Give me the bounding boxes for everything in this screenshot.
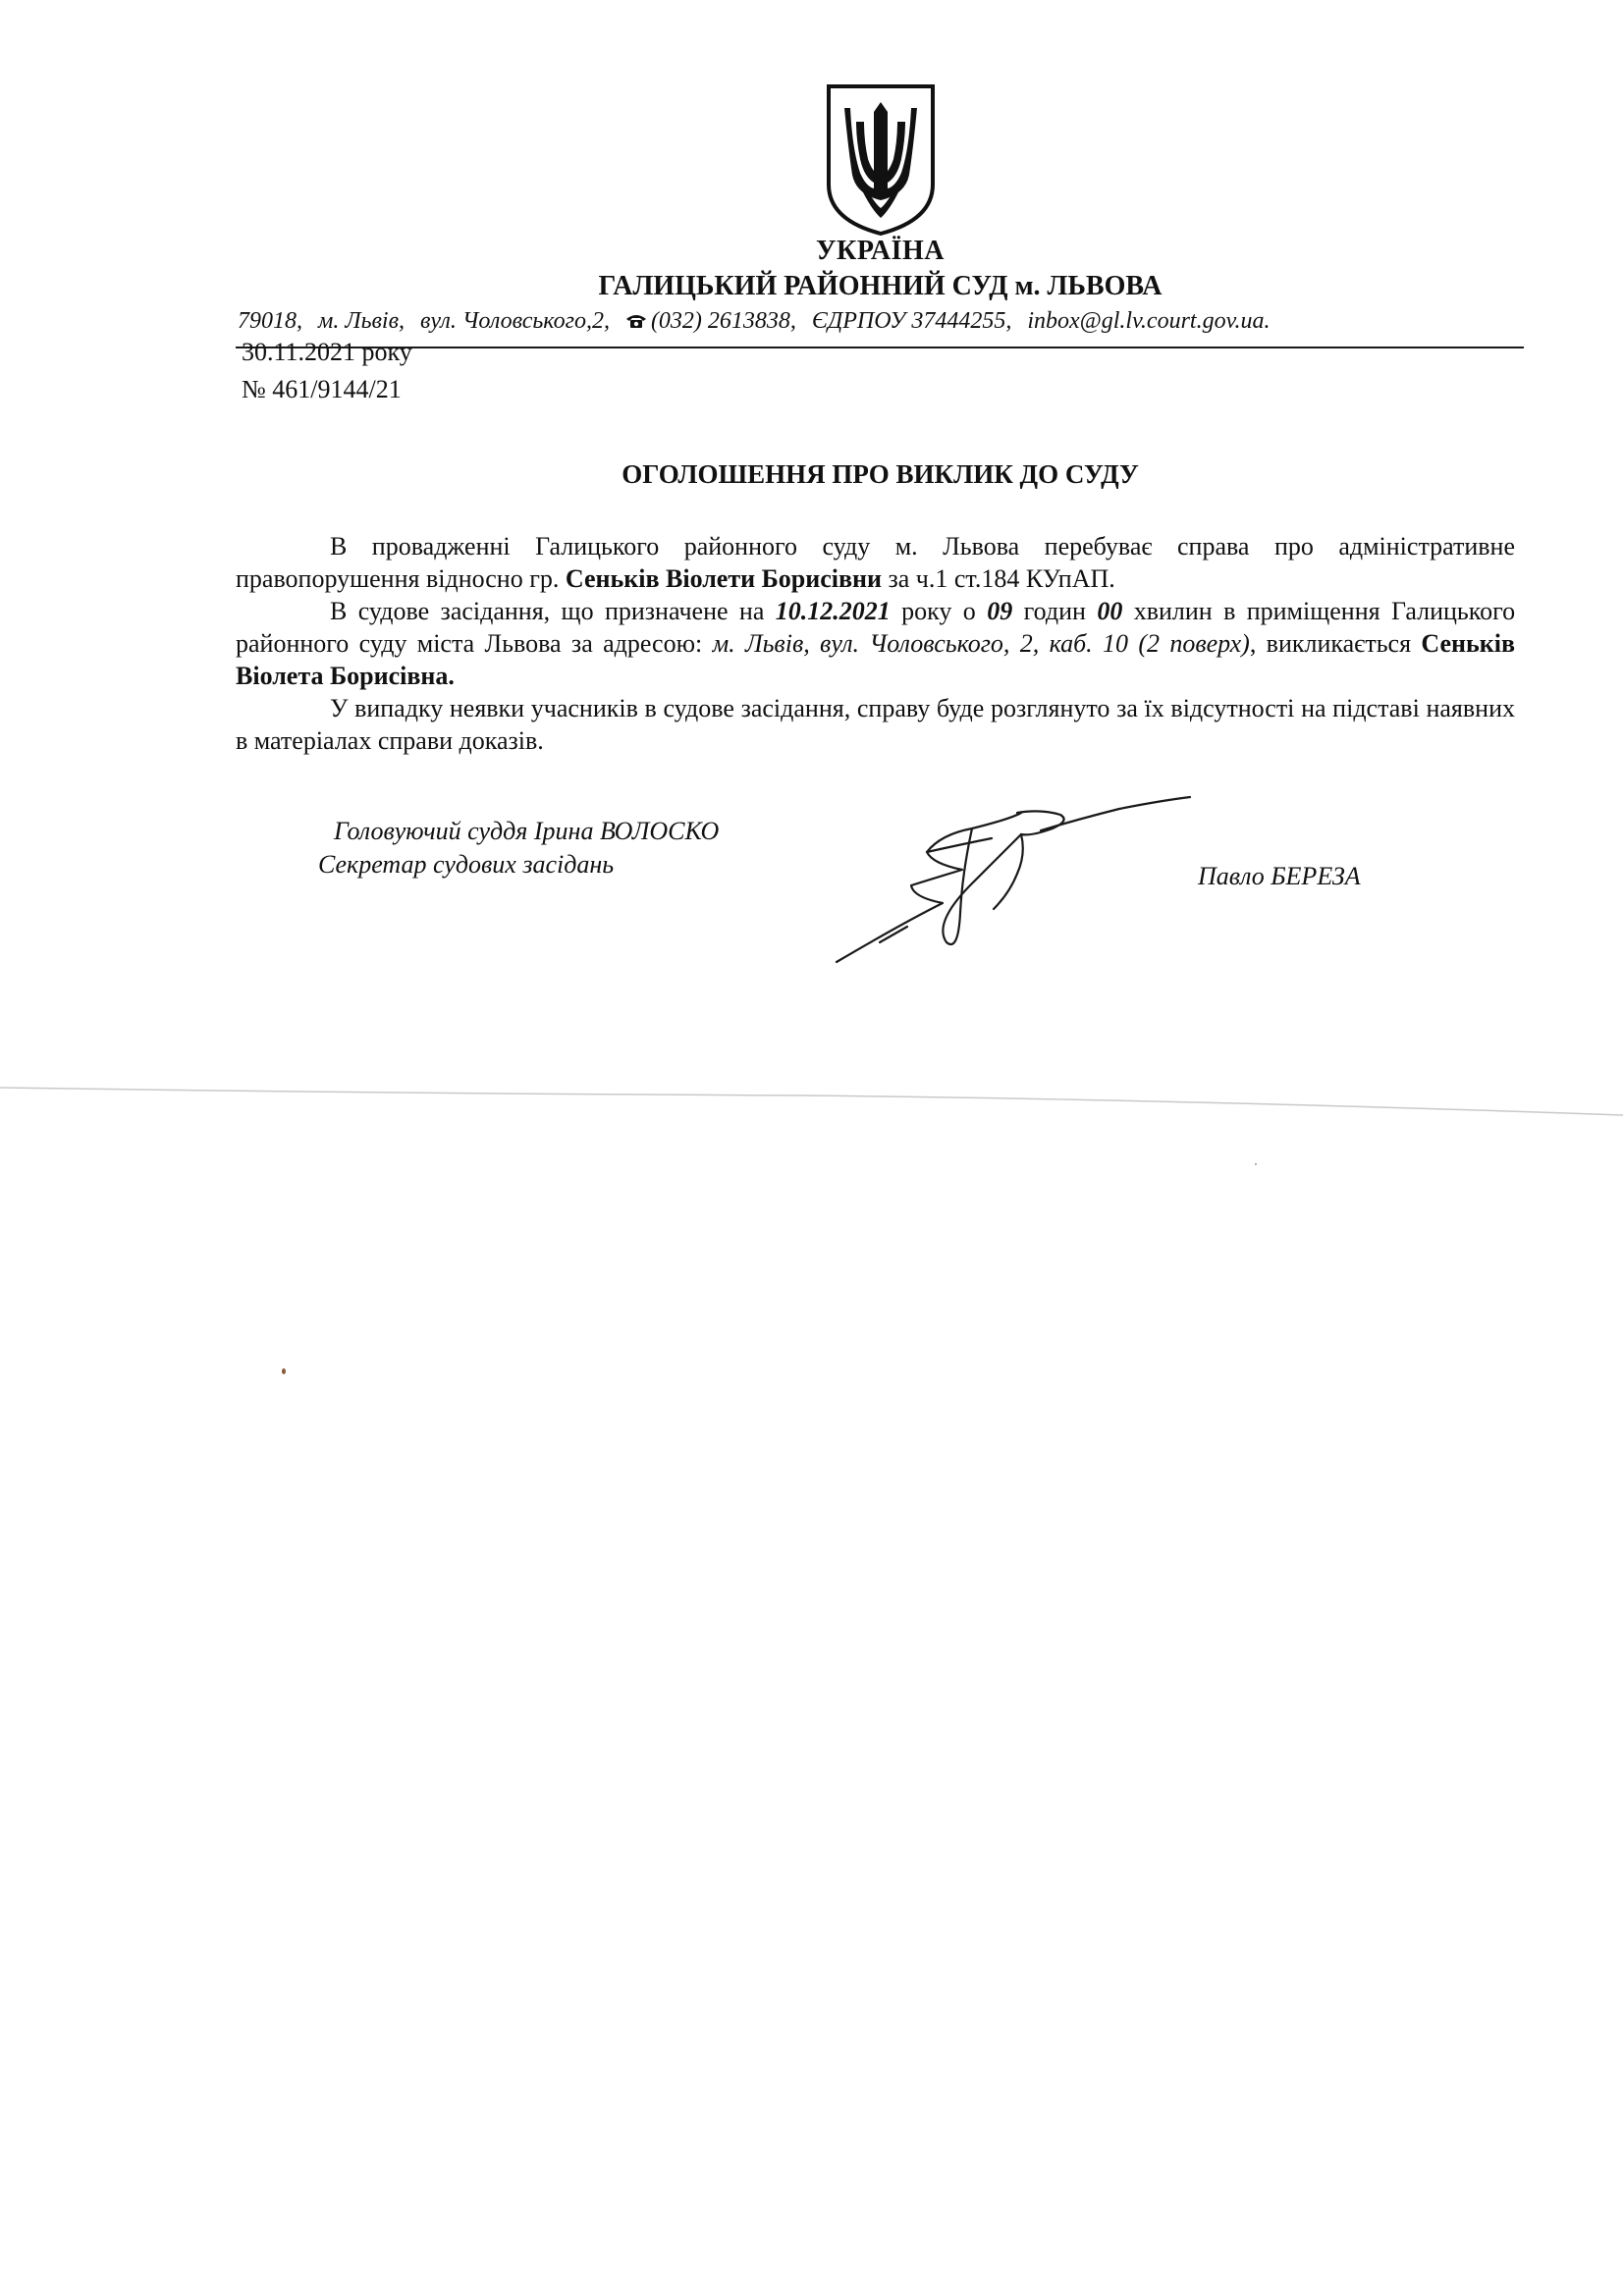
notice-title: ОГОЛОШЕННЯ ПРО ВИКЛИК ДО СУДУ: [622, 459, 1139, 489]
postcode: 79018,: [238, 308, 302, 334]
scan-fold-line: [0, 1080, 1623, 1119]
handwritten-signature: [825, 795, 1198, 972]
phone-number: (032) 2613838,: [650, 308, 796, 334]
document-date: 30.11.2021 року: [242, 338, 412, 366]
hearing-text-e: , викликається: [1249, 629, 1412, 658]
court-name-heading: ГАЛИЦЬКИЙ РАЙОННИЙ СУД м. ЛЬВОВА: [598, 271, 1163, 301]
notice-body: [236, 530, 1515, 757]
hearing-text-b: року о: [901, 597, 976, 625]
defendant-name: Сеньків Віолети Борисівни: [565, 564, 882, 593]
hearing-text-c: годин: [1023, 597, 1086, 625]
paragraph-absence: У випадку неявки учасників в судове засідання, справу буде розглянуто за їх відсутності на підставі наявних в матеріалах справи доказів.: [236, 694, 1515, 755]
paragraph-case-text: В провадженні Галицького районного суду м. Львова перебуває справа про адміністративне правопорушення відносно гр.: [236, 532, 1515, 593]
header-divider: [236, 347, 1524, 348]
hearing-minutes: 00: [1097, 597, 1123, 625]
paragraph-case-article: за ч.1 ст.184 КУпАП.: [888, 564, 1115, 593]
paragraph-case: [236, 530, 1515, 595]
scan-speck: [282, 1368, 286, 1374]
presiding-judge: Головуючий суддя Ірина ВОЛОСКО: [334, 817, 720, 845]
paragraph-hearing: [236, 595, 1515, 692]
summoned-person-name: Сеньків Віолета Борисівна.: [236, 629, 1515, 690]
court-contact-line: [238, 308, 1524, 335]
edrpou-code: ЄДРПОУ 37444255,: [811, 308, 1012, 334]
street-address: вул. Чоловського,2,: [420, 308, 610, 334]
case-number: № 461/9144/21: [242, 375, 402, 403]
country-heading: УКРАЇНА: [816, 236, 945, 266]
hearing-address: м. Львів, вул. Чоловського, 2, каб. 10 (2 поверх): [712, 629, 1250, 658]
secretary-role: Секретар судових засідань: [318, 850, 615, 879]
telephone-icon: [625, 313, 647, 329]
scan-speck: [1255, 1163, 1257, 1165]
email-address: inbox@gl.lv.court.gov.ua.: [1027, 308, 1271, 334]
hearing-date: 10.12.2021: [775, 597, 891, 625]
city: м. Львів,: [318, 308, 405, 334]
secretary-name: Павло БЕРЕЗА: [1198, 862, 1361, 890]
ukraine-trident-emblem-icon: [823, 80, 939, 238]
hearing-text-d: хвилин в приміщення Галицького районного суду міста Львова за адресою:: [236, 597, 1516, 658]
hearing-text-a: В судове засідання, що призначене на: [330, 597, 765, 625]
hearing-hours: 09: [987, 597, 1013, 625]
